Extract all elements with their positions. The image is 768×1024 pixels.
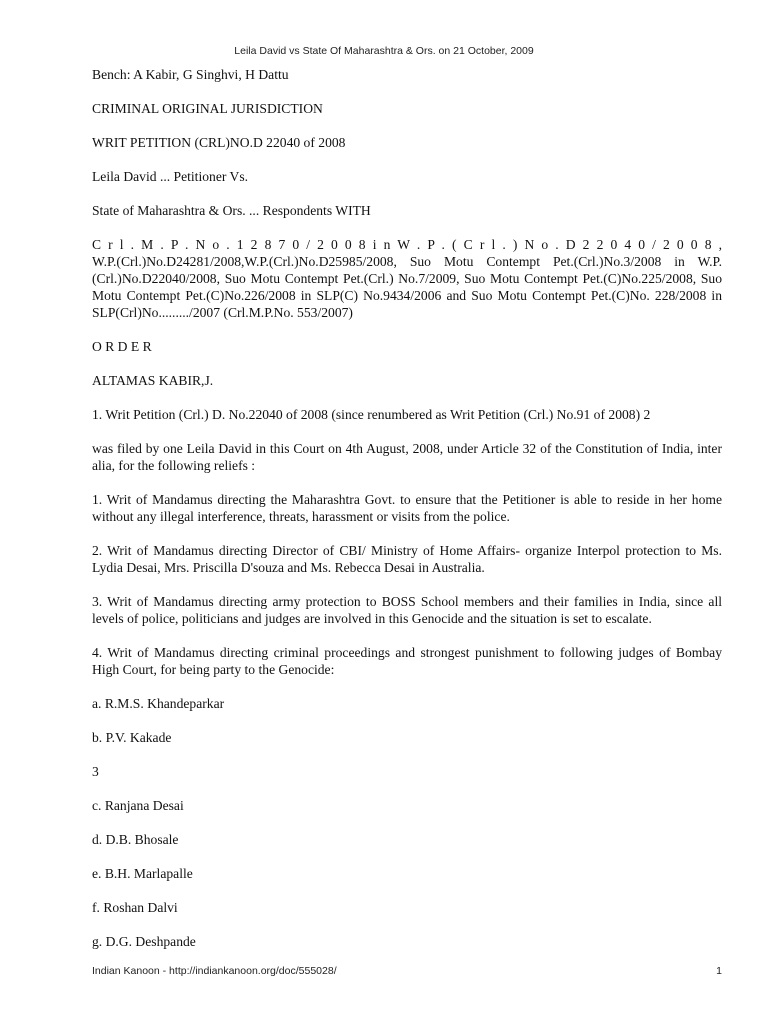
document-header: Leila David vs State Of Maharashtra & Ors. on 21 October, 2009	[234, 45, 534, 57]
relief-3: 3. Writ of Mandamus directing army protection to BOSS School members and their families in India, since all levels of police, politicians and judges are involved in this Genocide and the situation is set to escalate.	[92, 594, 722, 626]
writ-petition-line: WRIT PETITION (CRL)NO.D 22040 of 2008	[92, 135, 346, 150]
respondents-line: State of Maharashtra & Ors. ... Respondents WITH	[92, 203, 371, 218]
bench-line: Bench: A Kabir, G Singhvi, H Dattu	[92, 67, 289, 82]
document-body	[92, 66, 722, 967]
jurisdiction-line: CRIMINAL ORIGINAL JURISDICTION	[92, 101, 323, 116]
connected-matters-first-line: C r l . M . P . N o . 1 2 8 7 0 / 2 0 0 8 i n W . P . ( C r l . ) N o . D 2 2 0 4 0 / 2 0 0 8 ,	[92, 237, 722, 252]
page-marker: 3	[92, 764, 99, 779]
footer-source: Indian Kanoon - http://indiankanoon.org/doc/555028/	[92, 965, 337, 977]
relief-2: 2. Writ of Mandamus directing Director of CBI/ Ministry of Home Affairs- organize Interpol protection to Ms. Lydia Desai, Mrs. Priscilla D'souza and Ms. Rebecca Desai in Australia.	[92, 543, 722, 575]
judge-g: g. D.G. Deshpande	[92, 934, 196, 949]
judge-d: d. D.B. Bhosale	[92, 832, 179, 847]
petitioner-line: Leila David ... Petitioner Vs.	[92, 169, 249, 184]
judge-a: a. R.M.S. Khandeparkar	[92, 696, 225, 711]
paragraph-1: 1. Writ Petition (Crl.) D. No.22040 of 2008 (since renumbered as Writ Petition (Crl.) No.91 of 2008) 2	[92, 407, 651, 422]
relief-1: 1. Writ of Mandamus directing the Maharashtra Govt. to ensure that the Petitioner is able to reside in her home without any illegal interference, threats, harassment or visits from the police.	[92, 492, 722, 524]
document-footer	[92, 965, 722, 977]
connected-matters-rest: W.P.(Crl.)No.D24281/2008,W.P.(Crl.)No.D25985/2008, Suo Motu Contempt Pet.(Crl.)No.3/2008 in W.P. (Crl.)No.D22040/2008, Suo Motu Contempt Pet.(Crl.) No.7/2009, Suo Motu Contempt Pet.(C)No.225/2008, Suo Motu Contempt Pet.(C)No.226/2008 in SLP(C) No.9434/2006 and Suo Motu Contempt Pet.(C)No. 228/2008 in SLP(Crl)No........./2007 (Crl.M.P.No. 553/2007)	[92, 254, 722, 320]
order-heading: O R D E R	[92, 339, 152, 354]
author-line: ALTAMAS KABIR,J.	[92, 373, 214, 388]
judge-f: f. Roshan Dalvi	[92, 900, 178, 915]
page-number: 1	[716, 965, 722, 977]
relief-4: 4. Writ of Mandamus directing criminal proceedings and strongest punishment to following judges of Bombay High Court, for being party to the Genocide:	[92, 645, 722, 677]
paragraph-2: was filed by one Leila David in this Court on 4th August, 2008, under Article 32 of the Constitution of India, inter alia, for the following reliefs :	[92, 441, 722, 473]
judge-b: b. P.V. Kakade	[92, 730, 172, 745]
judge-e: e. B.H. Marlapalle	[92, 866, 193, 881]
connected-matters-paragraph	[92, 236, 722, 321]
judge-c: c. Ranjana Desai	[92, 798, 184, 813]
